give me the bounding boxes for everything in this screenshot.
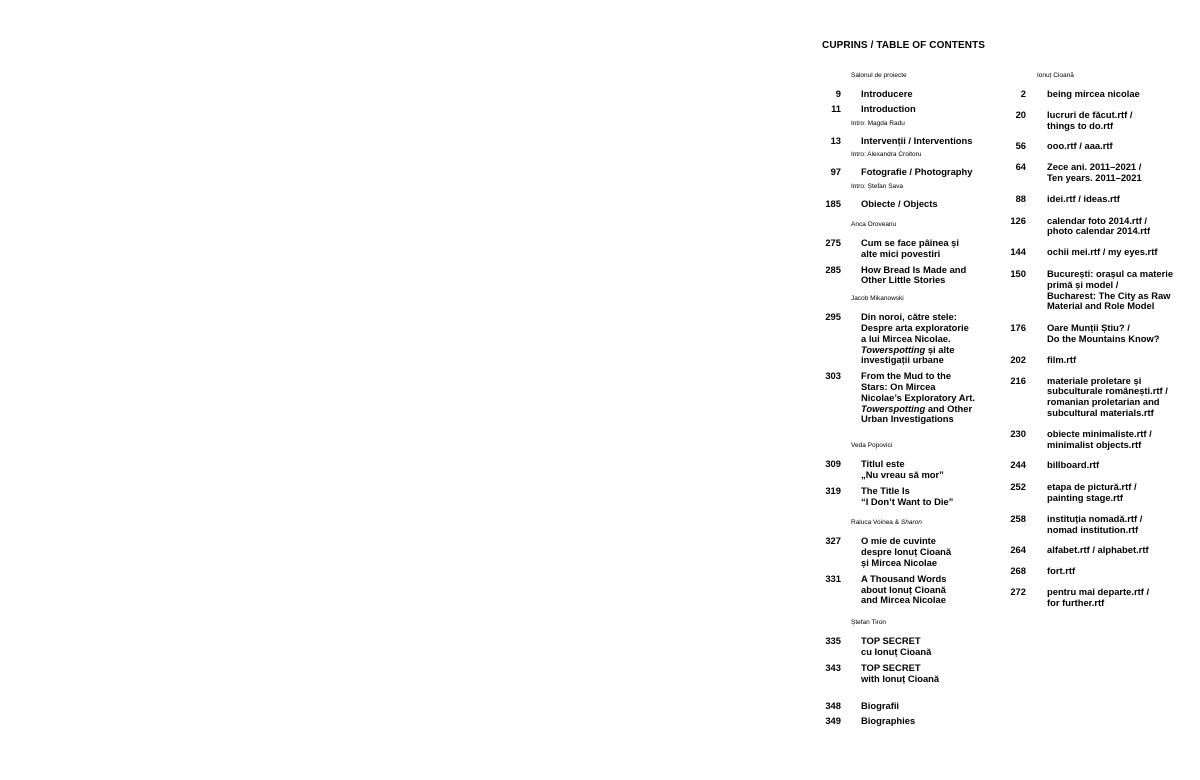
entry-title: Oare Munții Știu? / Do the Mountains Know? bbox=[1047, 322, 1160, 344]
toc-entry bbox=[818, 89, 988, 100]
toc-entry bbox=[818, 459, 988, 481]
toc-entry bbox=[818, 636, 988, 658]
page-number: 176 bbox=[1010, 322, 1026, 334]
toc-entry bbox=[818, 104, 988, 115]
toc-entry bbox=[1004, 323, 1176, 345]
page-number: 185 bbox=[825, 198, 841, 210]
page-number: 216 bbox=[1010, 374, 1026, 386]
entry-title: pentru mai departe.rtf / for further.rtf bbox=[1047, 585, 1150, 608]
entry-title: Intervenții / Interventions bbox=[861, 134, 973, 146]
entry-title: idei.rtf / ideas.rtf bbox=[1047, 192, 1120, 204]
section-author: Ștefan Tiron bbox=[851, 619, 887, 627]
author-names: Raluca Voinea & bbox=[851, 519, 901, 527]
entry-title: Obiecte / Objects bbox=[861, 198, 938, 210]
section-author: Ionuț Cioană bbox=[1037, 72, 1074, 79]
page-number: 303 bbox=[825, 370, 841, 382]
toc-entry bbox=[1004, 566, 1176, 577]
toc-entry bbox=[1004, 89, 1176, 100]
page-number: 264 bbox=[1010, 544, 1026, 556]
entry-title bbox=[841, 312, 969, 366]
entry-title: Introducere bbox=[861, 88, 913, 99]
toc-entry bbox=[1004, 247, 1176, 258]
entry-title: instituția nomadă.rtf / nomad institution.rtf bbox=[1047, 512, 1143, 535]
entry-title-part: From the Mud to the Stars: On Mircea Nicolae’s Exploratory Art. bbox=[861, 370, 975, 403]
toc-entry bbox=[818, 136, 988, 147]
page-number: 268 bbox=[1010, 565, 1026, 577]
page-number: 252 bbox=[1010, 481, 1026, 493]
toc-entry bbox=[1004, 141, 1176, 152]
toc-entry bbox=[818, 238, 988, 260]
page-number: 309 bbox=[825, 458, 841, 470]
toc-entry bbox=[1004, 216, 1176, 238]
toc-entry bbox=[818, 536, 988, 568]
toc-entry bbox=[818, 199, 988, 210]
section-author bbox=[818, 519, 988, 527]
toc-entry bbox=[1004, 514, 1176, 536]
toc-entry bbox=[1004, 194, 1176, 205]
entry-title: Biografii bbox=[861, 700, 900, 712]
section-author: Jacob Mikanowski bbox=[851, 295, 904, 303]
toc-entry bbox=[818, 701, 988, 712]
entry-title: TOP SECRET cu Ionuț Cioană bbox=[861, 635, 932, 657]
page-number: 11 bbox=[831, 102, 841, 114]
entry-title-part: and Other Urban Investigations bbox=[861, 402, 973, 425]
entry-title: How Bread Is Made and Other Little Stories bbox=[861, 263, 967, 286]
toc-entry bbox=[818, 716, 988, 727]
entry-title: materiale proletare și subculturale românești.rtf / romanian proletarian and subcultural materials.rtf bbox=[1047, 374, 1168, 418]
entry-title: The Title Is “I Don’t Want to Die” bbox=[861, 484, 954, 507]
entry-title: ochii mei.rtf / my eyes.rtf bbox=[1047, 246, 1158, 258]
toc-entry bbox=[1004, 587, 1176, 609]
page-number: 2 bbox=[1020, 88, 1026, 99]
page-number: 230 bbox=[1010, 427, 1026, 439]
toc-entry bbox=[818, 167, 988, 178]
section-author: Salonul de proiecte bbox=[851, 72, 907, 79]
page-number: 331 bbox=[825, 572, 841, 584]
toc-entry bbox=[1004, 110, 1176, 132]
entry-title: obiecte minimaliste.rtf / minimalist objects.rtf bbox=[1047, 427, 1152, 450]
entry-title: Biographies bbox=[861, 715, 916, 727]
toc-entry bbox=[1004, 429, 1176, 451]
section-author: Veda Popovici bbox=[851, 442, 893, 450]
entry-title: Cum se face pâinea și alte mici povestiri bbox=[861, 236, 959, 259]
page-number: 272 bbox=[1010, 585, 1026, 597]
toc-entry bbox=[818, 312, 988, 366]
entry-title-part: Din noroi, către stele: Despre arta exploratorie a lui Mircea Nicolae. bbox=[861, 311, 969, 344]
toc-entry bbox=[1004, 355, 1176, 366]
author-italic: Sharon bbox=[900, 519, 922, 527]
page-number: 244 bbox=[1010, 459, 1026, 471]
toc-entry bbox=[1004, 460, 1176, 471]
toc-entry-list bbox=[1004, 89, 1176, 609]
page-number: 97 bbox=[830, 166, 841, 178]
entry-title-italic: Towerspotting bbox=[861, 343, 926, 355]
page-number: 295 bbox=[825, 311, 841, 323]
entry-title: Introduction bbox=[861, 102, 916, 114]
toc-entry bbox=[818, 663, 988, 685]
page-number: 13 bbox=[830, 134, 841, 146]
entry-title: calendar foto 2014.rtf / photo calendar 2014.rtf bbox=[1047, 214, 1151, 237]
toc-right-column bbox=[1004, 72, 1176, 609]
toc-entry bbox=[818, 574, 988, 606]
entry-title: A Thousand Words about Ionuț Cioană and Mircea Nicolae bbox=[861, 572, 947, 606]
toc-entry bbox=[818, 371, 988, 425]
toc-entry bbox=[1004, 269, 1176, 312]
toc-entry bbox=[1004, 482, 1176, 504]
toc-entry bbox=[1004, 545, 1176, 556]
page-number: 88 bbox=[1015, 192, 1026, 204]
section-author: Intro: Ștefan Sava bbox=[851, 183, 904, 191]
page-number: 144 bbox=[1010, 246, 1026, 258]
entry-title: Fotografie / Photography bbox=[861, 166, 973, 178]
entry-title: București: orașul ca materie primă și model / Bucharest: The City as Raw Material and Role Model bbox=[1047, 267, 1174, 312]
section-author: Anca Oroveanu bbox=[851, 220, 897, 228]
page-number: 335 bbox=[825, 635, 841, 647]
page-number: 348 bbox=[825, 700, 841, 712]
toc-entry bbox=[1004, 376, 1176, 419]
entry-title-part: și alte investigații urbane bbox=[861, 343, 955, 366]
page-number: 126 bbox=[1010, 214, 1026, 226]
entry-title: fort.rtf bbox=[1047, 565, 1076, 577]
page-number: 9 bbox=[835, 88, 841, 99]
entry-title: film.rtf bbox=[1047, 353, 1077, 365]
page-number: 319 bbox=[825, 484, 841, 496]
entry-title: TOP SECRET with Ionuț Cioană bbox=[861, 661, 940, 684]
toc-entry bbox=[818, 265, 988, 287]
toc-left-column bbox=[818, 72, 988, 727]
toc-entry bbox=[818, 486, 988, 508]
entry-title: billboard.rtf bbox=[1047, 459, 1100, 471]
page-number: 343 bbox=[825, 661, 841, 673]
page-number: 275 bbox=[825, 236, 841, 248]
page-number: 285 bbox=[825, 263, 841, 275]
entry-title bbox=[841, 371, 975, 425]
entry-title-italic: Towerspotting bbox=[861, 402, 926, 414]
page-number: 349 bbox=[825, 715, 841, 727]
page-number: 20 bbox=[1015, 108, 1026, 120]
page-number: 56 bbox=[1015, 140, 1026, 152]
entry-title: Titlul este „Nu vreau să mor” bbox=[861, 458, 944, 480]
page-number: 258 bbox=[1010, 512, 1026, 524]
entry-title: alfabet.rtf / alphabet.rtf bbox=[1047, 544, 1149, 556]
section-author: Intro: Alexandra Croitoru bbox=[851, 151, 922, 159]
entry-title: being mircea nicolae bbox=[1047, 88, 1140, 99]
page-number: 150 bbox=[1010, 267, 1026, 279]
entry-title: etapa de pictură.rtf / painting stage.rtf bbox=[1047, 481, 1137, 503]
entry-title: O mie de cuvinte despre Ionuț Cioană și Mircea Nicolae bbox=[861, 535, 952, 568]
entry-title: ooo.rtf / aaa.rtf bbox=[1047, 140, 1113, 152]
entry-title: lucruri de făcut.rtf / things to do.rtf bbox=[1047, 108, 1133, 131]
page-number: 64 bbox=[1015, 161, 1026, 173]
page-number: 202 bbox=[1010, 353, 1026, 365]
toc-entry bbox=[1004, 162, 1176, 184]
page-number: 327 bbox=[825, 535, 841, 547]
entry-title: Zece ani. 2011–2021 / Ten years. 2011–2021 bbox=[1047, 161, 1142, 183]
page-title: CUPRINS / TABLE OF CONTENTS bbox=[822, 40, 986, 51]
section-author: Intro: Magda Radu bbox=[851, 119, 905, 127]
